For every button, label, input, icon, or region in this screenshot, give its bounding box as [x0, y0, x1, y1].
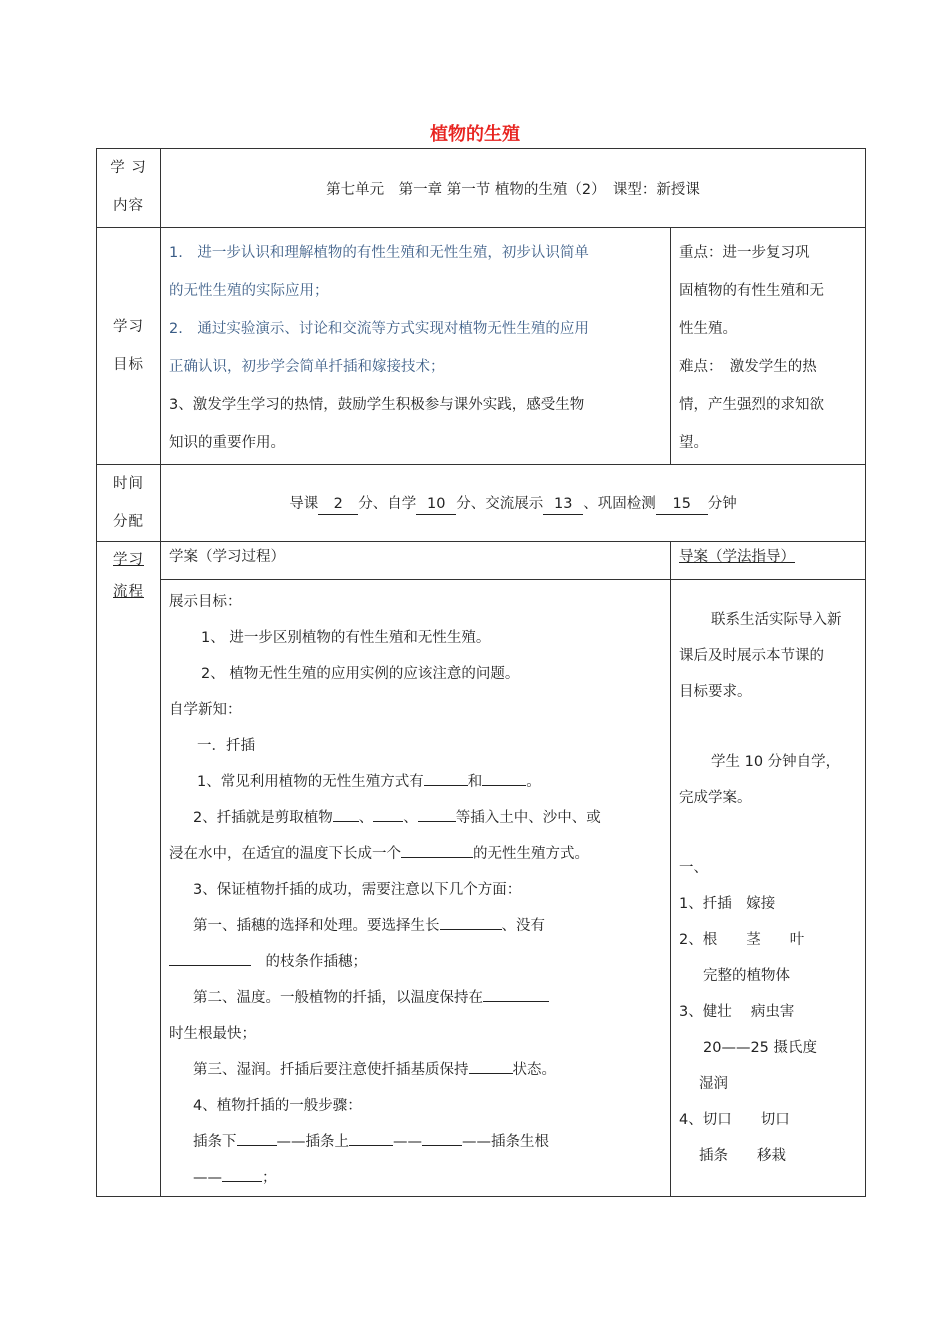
goal-1-line-1: 1. 进一步认识和理解植物的有性生殖和无性生殖，初步认识简单	[169, 245, 589, 261]
time-allocation-value: 导课 2 分、自学 10 分、交流展示 13 、巩固检测 15 分钟	[161, 465, 866, 542]
blank[interactable]	[401, 841, 473, 858]
goal-2-line-2: 正确认识，初步学会简单扦插和嫁接技术；	[169, 359, 445, 375]
blank[interactable]	[422, 1129, 462, 1146]
blank[interactable]	[373, 805, 403, 822]
blank[interactable]	[482, 769, 526, 786]
key-points: 重点：进一步复习巩 固植物的有性生殖和无 性生殖。 难点： 激发学生的热 情，产生强烈的求知欲 望。	[671, 228, 866, 465]
guide-notes: 联系生活实际导入新 课后及时展示本节课的 目标要求。 学生 10 分钟自学， 完成学案。 一、 1、扦插 嫁接 2、根 茎 叶 完整的植物体 3、健壮 病虫害 20——25 摄氏度 湿润 4、切口 切口 插条 移栽	[671, 580, 866, 1197]
time-intro: 2	[318, 494, 358, 515]
study-process: 展示目标： 1、 进一步区别植物的有性生殖和无性生殖。 2、 植物无性生殖的应用实例的应该注意的问题。 自学新知： 一．扦插 1、常见利用植物的无性生殖方式有 和 。 2、扦插就是剪取植物 、 、 等插入土中、沙中、或 浸在水中，在适宜的温度下长成一个 的无性生殖方式。 3、保证植物扦插的成功，需要注意以下几个方面： 第一、插穗的选择和处理。要选择生长 、没有 的枝条作插穗； 第二、温度。一般植物的扦插，以温度保持在 时生根最快； 第三、湿润。扦插后要注意使扦插基质保持 状态。 4、植物扦插的一般步骤： 插条下 ——插条上 —— ——插条生根 —— ；	[161, 580, 671, 1197]
label-learning-goals: 学习 目标	[97, 228, 161, 465]
goal-3-line-1: 3、激发学生学习的热情，鼓励学生积极参与课外实践，感受生物	[169, 397, 585, 413]
label-time-allocation: 时间 分配	[97, 465, 161, 542]
page-title: 植物的生殖	[430, 124, 520, 145]
goals-list	[161, 228, 671, 465]
blank[interactable]	[169, 949, 251, 966]
question-2: 2、扦插就是剪取植物 、 、 等插入土中、沙中、或	[169, 800, 664, 836]
answer-3-temp: 20——25 摄氏度	[703, 1040, 818, 1056]
answer-3-moist: 湿润	[699, 1076, 728, 1092]
label-learning-process: 学习 流程	[97, 542, 161, 1197]
condition-1: 第一、插穗的选择和处理。要选择生长 、没有	[169, 908, 664, 944]
answer-4-cont: 插条 移栽	[699, 1148, 786, 1164]
answer-1: 1、扦插 嫁接	[679, 896, 776, 912]
blank[interactable]	[222, 1165, 262, 1182]
answer-4: 4、切口 切口	[679, 1112, 790, 1128]
question-2-cont: 浸在水中，在适宜的温度下长成一个 的无性生殖方式。	[169, 836, 664, 872]
question-1: 1、常见利用植物的无性生殖方式有 和 。	[169, 764, 664, 800]
answer-2: 2、根 茎 叶	[679, 932, 805, 948]
blank[interactable]	[483, 985, 549, 1002]
blank[interactable]	[424, 769, 468, 786]
study-plan-header: 学案（学习过程）	[161, 542, 671, 580]
steps: 插条下 ——插条上 —— ——插条生根	[169, 1124, 664, 1160]
goal-3-line-2: 知识的重要作用。	[169, 435, 285, 451]
goal-1-line-2: 的无性生殖的实际应用；	[169, 283, 329, 299]
row-time-allocation	[97, 465, 866, 542]
answer-2-cont: 完整的植物体	[703, 968, 790, 984]
blank[interactable]	[349, 1129, 393, 1146]
time-exchange: 13	[543, 494, 583, 515]
time-review: 15	[656, 494, 708, 515]
guide-plan-header: 导案（学法指导）	[671, 542, 866, 580]
row-process-header	[97, 542, 866, 580]
goal-2-line-1: 2. 通过实验演示、讨论和交流等方式实现对植物无性生殖的应用	[169, 321, 589, 337]
blank[interactable]	[469, 1057, 513, 1074]
steps-cont: —— ；	[169, 1160, 664, 1196]
condition-3: 第三、湿润。扦插后要注意使扦插基质保持 状态。	[169, 1052, 664, 1088]
blank[interactable]	[418, 805, 456, 822]
blank[interactable]	[440, 913, 502, 930]
blank[interactable]	[237, 1129, 277, 1146]
row-learning-goals	[97, 228, 866, 465]
label-learning-content: 学 习 内容	[97, 149, 161, 228]
learning-content-value: 第七单元 第一章 第一节 植物的生殖（2） 课型：新授课	[161, 149, 866, 228]
condition-1-cont: 的枝条作插穗；	[169, 944, 664, 980]
row-learning-content	[97, 149, 866, 228]
row-process-body	[97, 580, 866, 1197]
lesson-plan-table	[96, 148, 866, 1197]
time-self-study: 10	[416, 494, 456, 515]
condition-2: 第二、温度。一般植物的扦插，以温度保持在	[169, 980, 664, 1016]
blank[interactable]	[333, 805, 359, 822]
answer-3: 3、健壮 病虫害	[679, 1004, 795, 1020]
